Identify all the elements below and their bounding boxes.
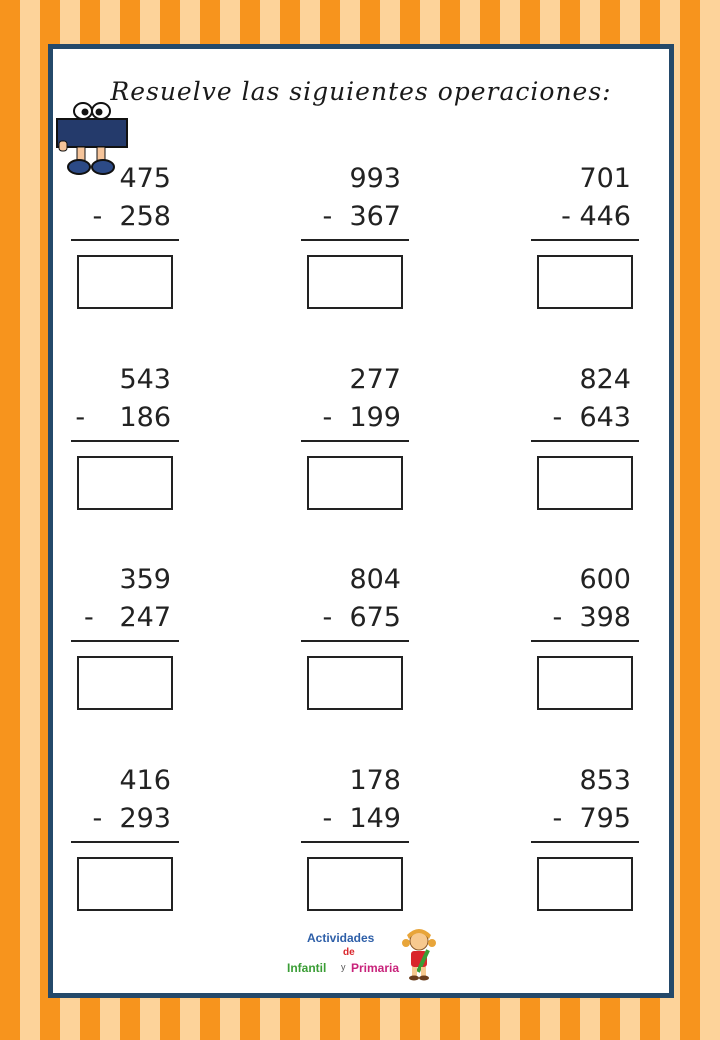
subtrahend: - 293 [92,803,171,834]
minuend: 824 [579,364,631,395]
problem-4 [71,364,181,524]
answer-rule [531,239,639,241]
answer-rule [301,239,409,241]
subtrahend: - 258 [92,201,171,232]
answer-rule [71,239,179,241]
minuend: 853 [579,765,631,796]
subtrahend: - 186 [75,402,171,433]
subtrahend: - 247 [83,602,171,633]
minuend: 178 [349,765,401,796]
minuend: 600 [579,564,631,595]
answer-rule [301,440,409,442]
minuend: 543 [119,364,171,395]
logo-text-line3a: Infantil [287,961,327,975]
answer-box[interactable] [307,857,403,911]
minuend: 475 [119,163,171,194]
answer-rule [531,440,639,442]
worksheet-title: Resuelve las siguientes operaciones: [110,77,612,106]
answer-rule [301,841,409,843]
logo-text-line3b: y [341,962,346,972]
answer-rule [71,440,179,442]
girl-with-pencil-icon [401,929,437,981]
answer-box[interactable] [537,857,633,911]
worksheet-sheet [48,44,674,998]
answer-rule [71,841,179,843]
answer-box[interactable] [77,656,173,710]
logo-text-line2: de [343,947,355,958]
subtrahend: - 446 [561,201,631,232]
answer-box[interactable] [537,255,633,309]
answer-box[interactable] [77,857,173,911]
answer-box[interactable] [537,656,633,710]
answer-rule [71,640,179,642]
problem-8 [301,564,411,724]
minuend: 993 [349,163,401,194]
logo-text-line3c: Primaria [351,961,400,975]
problem-10 [71,765,181,925]
problem-2 [301,163,411,323]
subtrahend: - 398 [552,602,631,633]
answer-box[interactable] [537,456,633,510]
answer-rule [531,841,639,843]
problem-6 [531,364,641,524]
logo-text-line1: Actividades [307,931,375,945]
site-logo [281,929,441,985]
minuend: 277 [349,364,401,395]
minuend: 701 [579,163,631,194]
answer-rule [301,640,409,642]
subtrahend: - 643 [552,402,631,433]
minuend: 804 [349,564,401,595]
problem-11 [301,765,411,925]
subtrahend: - 675 [322,602,401,633]
problem-7 [71,564,181,724]
problem-9 [531,564,641,724]
subtrahend: - 199 [322,402,401,433]
problem-1 [71,163,181,323]
problem-3 [531,163,641,323]
answer-rule [531,640,639,642]
subtrahend: - 149 [322,803,401,834]
minuend: 359 [119,564,171,595]
minuend: 416 [119,765,171,796]
answer-box[interactable] [307,456,403,510]
problem-12 [531,765,641,925]
subtrahend: - 367 [322,201,401,232]
problem-5 [301,364,411,524]
answer-box[interactable] [77,255,173,309]
answer-box[interactable] [307,656,403,710]
answer-box[interactable] [307,255,403,309]
subtrahend: - 795 [552,803,631,834]
answer-box[interactable] [77,456,173,510]
